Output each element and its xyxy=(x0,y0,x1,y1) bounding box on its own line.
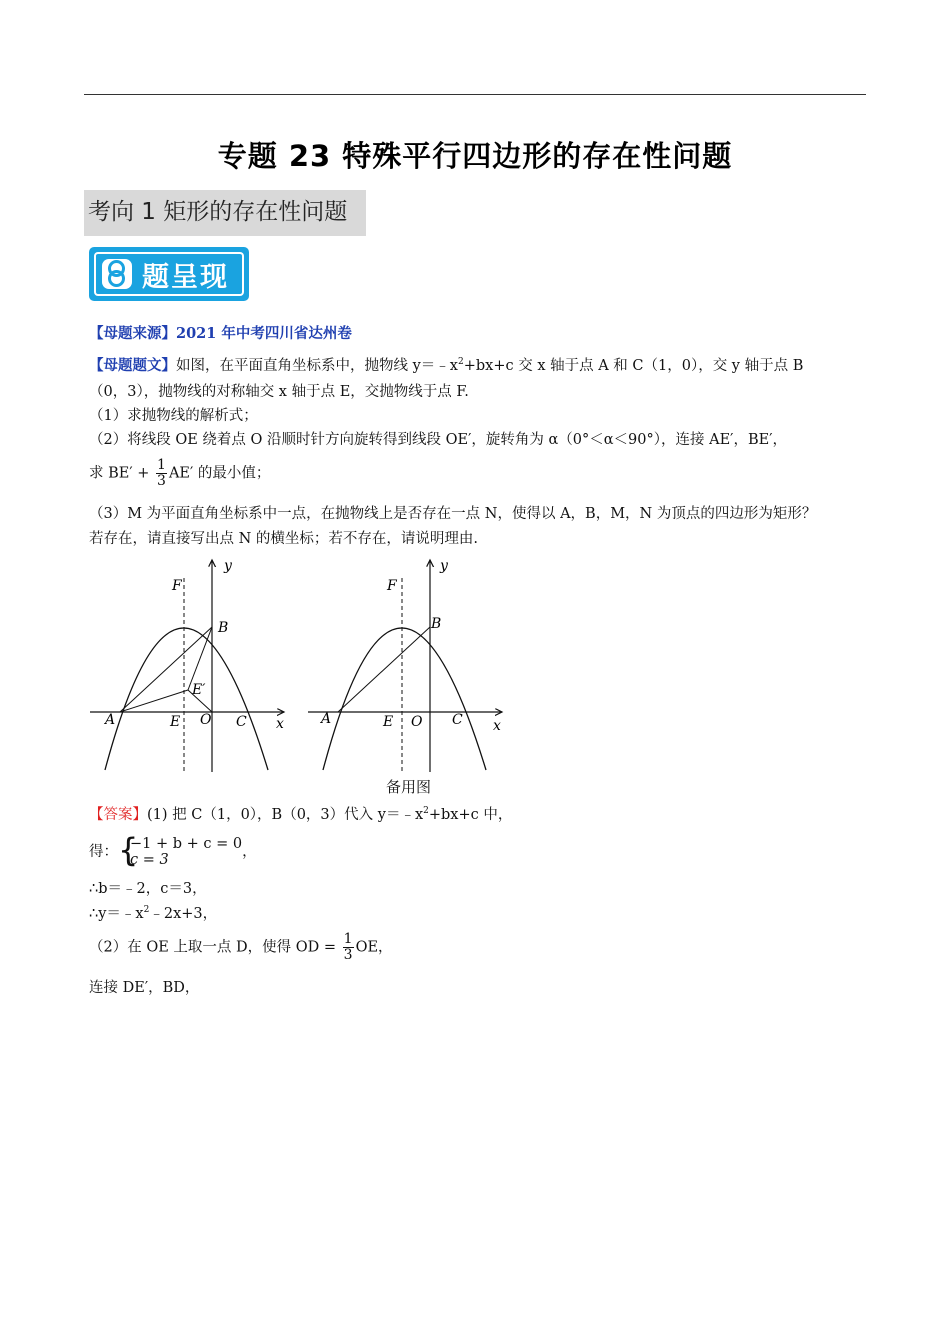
segment-BEp xyxy=(188,627,212,690)
question-line-1 xyxy=(89,354,803,375)
answer-text: 得： xyxy=(89,844,118,860)
label-x: x xyxy=(493,718,501,734)
question-text: 求 BE′ + xyxy=(89,465,155,482)
parabola xyxy=(105,628,268,770)
answer-system xyxy=(89,831,257,869)
question-line-2: （0，3），抛物线的对称轴交 x 轴于点 E，交抛物线于点 F. xyxy=(89,384,469,400)
page-title: 专题 23 特殊平行四边形的存在性问题 xyxy=(217,139,733,173)
exponent: 2 xyxy=(143,905,150,916)
equation-2: c = 3 xyxy=(130,852,169,868)
label-F: F xyxy=(172,578,182,594)
question-part-2-cont xyxy=(89,458,270,489)
question-part-3: （3）M 为平面直角坐标系中一点，在抛物线上是否存在一点 N，使得以 A，B，M，N 为顶点的四边形为矩形？ xyxy=(89,506,817,522)
label-E: E xyxy=(170,714,181,730)
fraction-numerator: 1 xyxy=(157,457,166,473)
badge-label: 题呈现 xyxy=(142,261,229,293)
answer-text: ， xyxy=(242,844,257,860)
exponent: 2 xyxy=(457,357,464,368)
label-Ep: E′ xyxy=(192,682,206,698)
label-A: A xyxy=(321,711,332,727)
label-x: x xyxy=(276,716,284,732)
mother-icon xyxy=(102,259,132,289)
label-F: F xyxy=(387,578,397,594)
exponent: 2 xyxy=(423,806,429,817)
answer-line-6: 连接 DE′，BD， xyxy=(89,980,200,996)
source-line xyxy=(89,322,352,343)
fraction xyxy=(343,932,354,963)
label-O: O xyxy=(200,712,212,728)
main-figure xyxy=(90,558,284,774)
label-A: A xyxy=(105,712,116,728)
question-part-3-cont: 若存在，请直接写出点 N 的横坐标；若不存在，请说明理由. xyxy=(89,531,479,547)
label-B: B xyxy=(218,620,229,636)
fraction-denominator: 3 xyxy=(157,473,166,489)
source-text: 2021 年中考四川省达州卷 xyxy=(176,325,352,342)
question-text: +bx+c 交 x 轴于点 A 和 C（1，0），交 y 轴于点 B xyxy=(463,358,804,374)
equation-1: −1 + b + c = 0 xyxy=(130,836,243,852)
answer-line-4 xyxy=(89,902,217,923)
question-tag: 【母题题文】 xyxy=(89,357,176,374)
question-text: 如图，在平面直角坐标系中，抛物线 y＝﹣x xyxy=(176,358,458,374)
badge-frame xyxy=(94,252,244,296)
answer-text: OE， xyxy=(355,939,393,956)
label-y: y xyxy=(440,558,448,574)
question-part-1: （1）求抛物线的解析式； xyxy=(89,408,258,424)
answer-line-5 xyxy=(89,932,393,963)
section-heading: 考向 1 矩形的存在性问题 xyxy=(84,190,366,236)
label-C: C xyxy=(452,712,463,728)
answer-text: ﹣2x+3， xyxy=(149,906,218,922)
label-y: y xyxy=(224,558,232,574)
equation-system: { −1 + b + c = 0 c = 3 xyxy=(118,831,243,869)
label-C: C xyxy=(236,714,247,730)
top-rule xyxy=(84,94,866,95)
label-O: O xyxy=(411,714,423,730)
source-tag: 【母题来源】 xyxy=(89,325,176,342)
answer-text: （2）在 OE 上取一点 D，使得 OD = xyxy=(89,939,341,956)
answer-text: (1) 把 C（1，0），B（0，3）代入 y＝﹣x xyxy=(147,807,424,823)
question-text: AE′ 的最小值； xyxy=(168,465,271,482)
fraction-numerator: 1 xyxy=(343,931,353,947)
figures xyxy=(84,552,524,782)
segment-AB xyxy=(338,627,430,712)
answer-text: +bx+c 中， xyxy=(428,807,513,823)
answer-line-1 xyxy=(89,803,512,824)
fraction-denominator: 3 xyxy=(343,947,353,963)
answer-text: ∴y＝﹣x xyxy=(89,906,144,922)
answer-tag: 【答案】 xyxy=(89,807,147,823)
backup-figure xyxy=(308,558,502,774)
fraction xyxy=(156,458,167,489)
question-part-2: （2）将线段 OE 绕着点 O 沿顺时针方向旋转得到线段 OE′，旋转角为 α（0°＜α＜90°），连接 AE′，BE′， xyxy=(89,432,788,448)
problem-badge xyxy=(89,247,249,301)
figure-caption: 备用图 xyxy=(386,778,432,796)
parabola xyxy=(323,628,486,770)
label-E: E xyxy=(383,714,394,730)
label-B: B xyxy=(431,616,442,632)
answer-line-3: ∴b＝﹣2，c＝3， xyxy=(89,881,207,897)
